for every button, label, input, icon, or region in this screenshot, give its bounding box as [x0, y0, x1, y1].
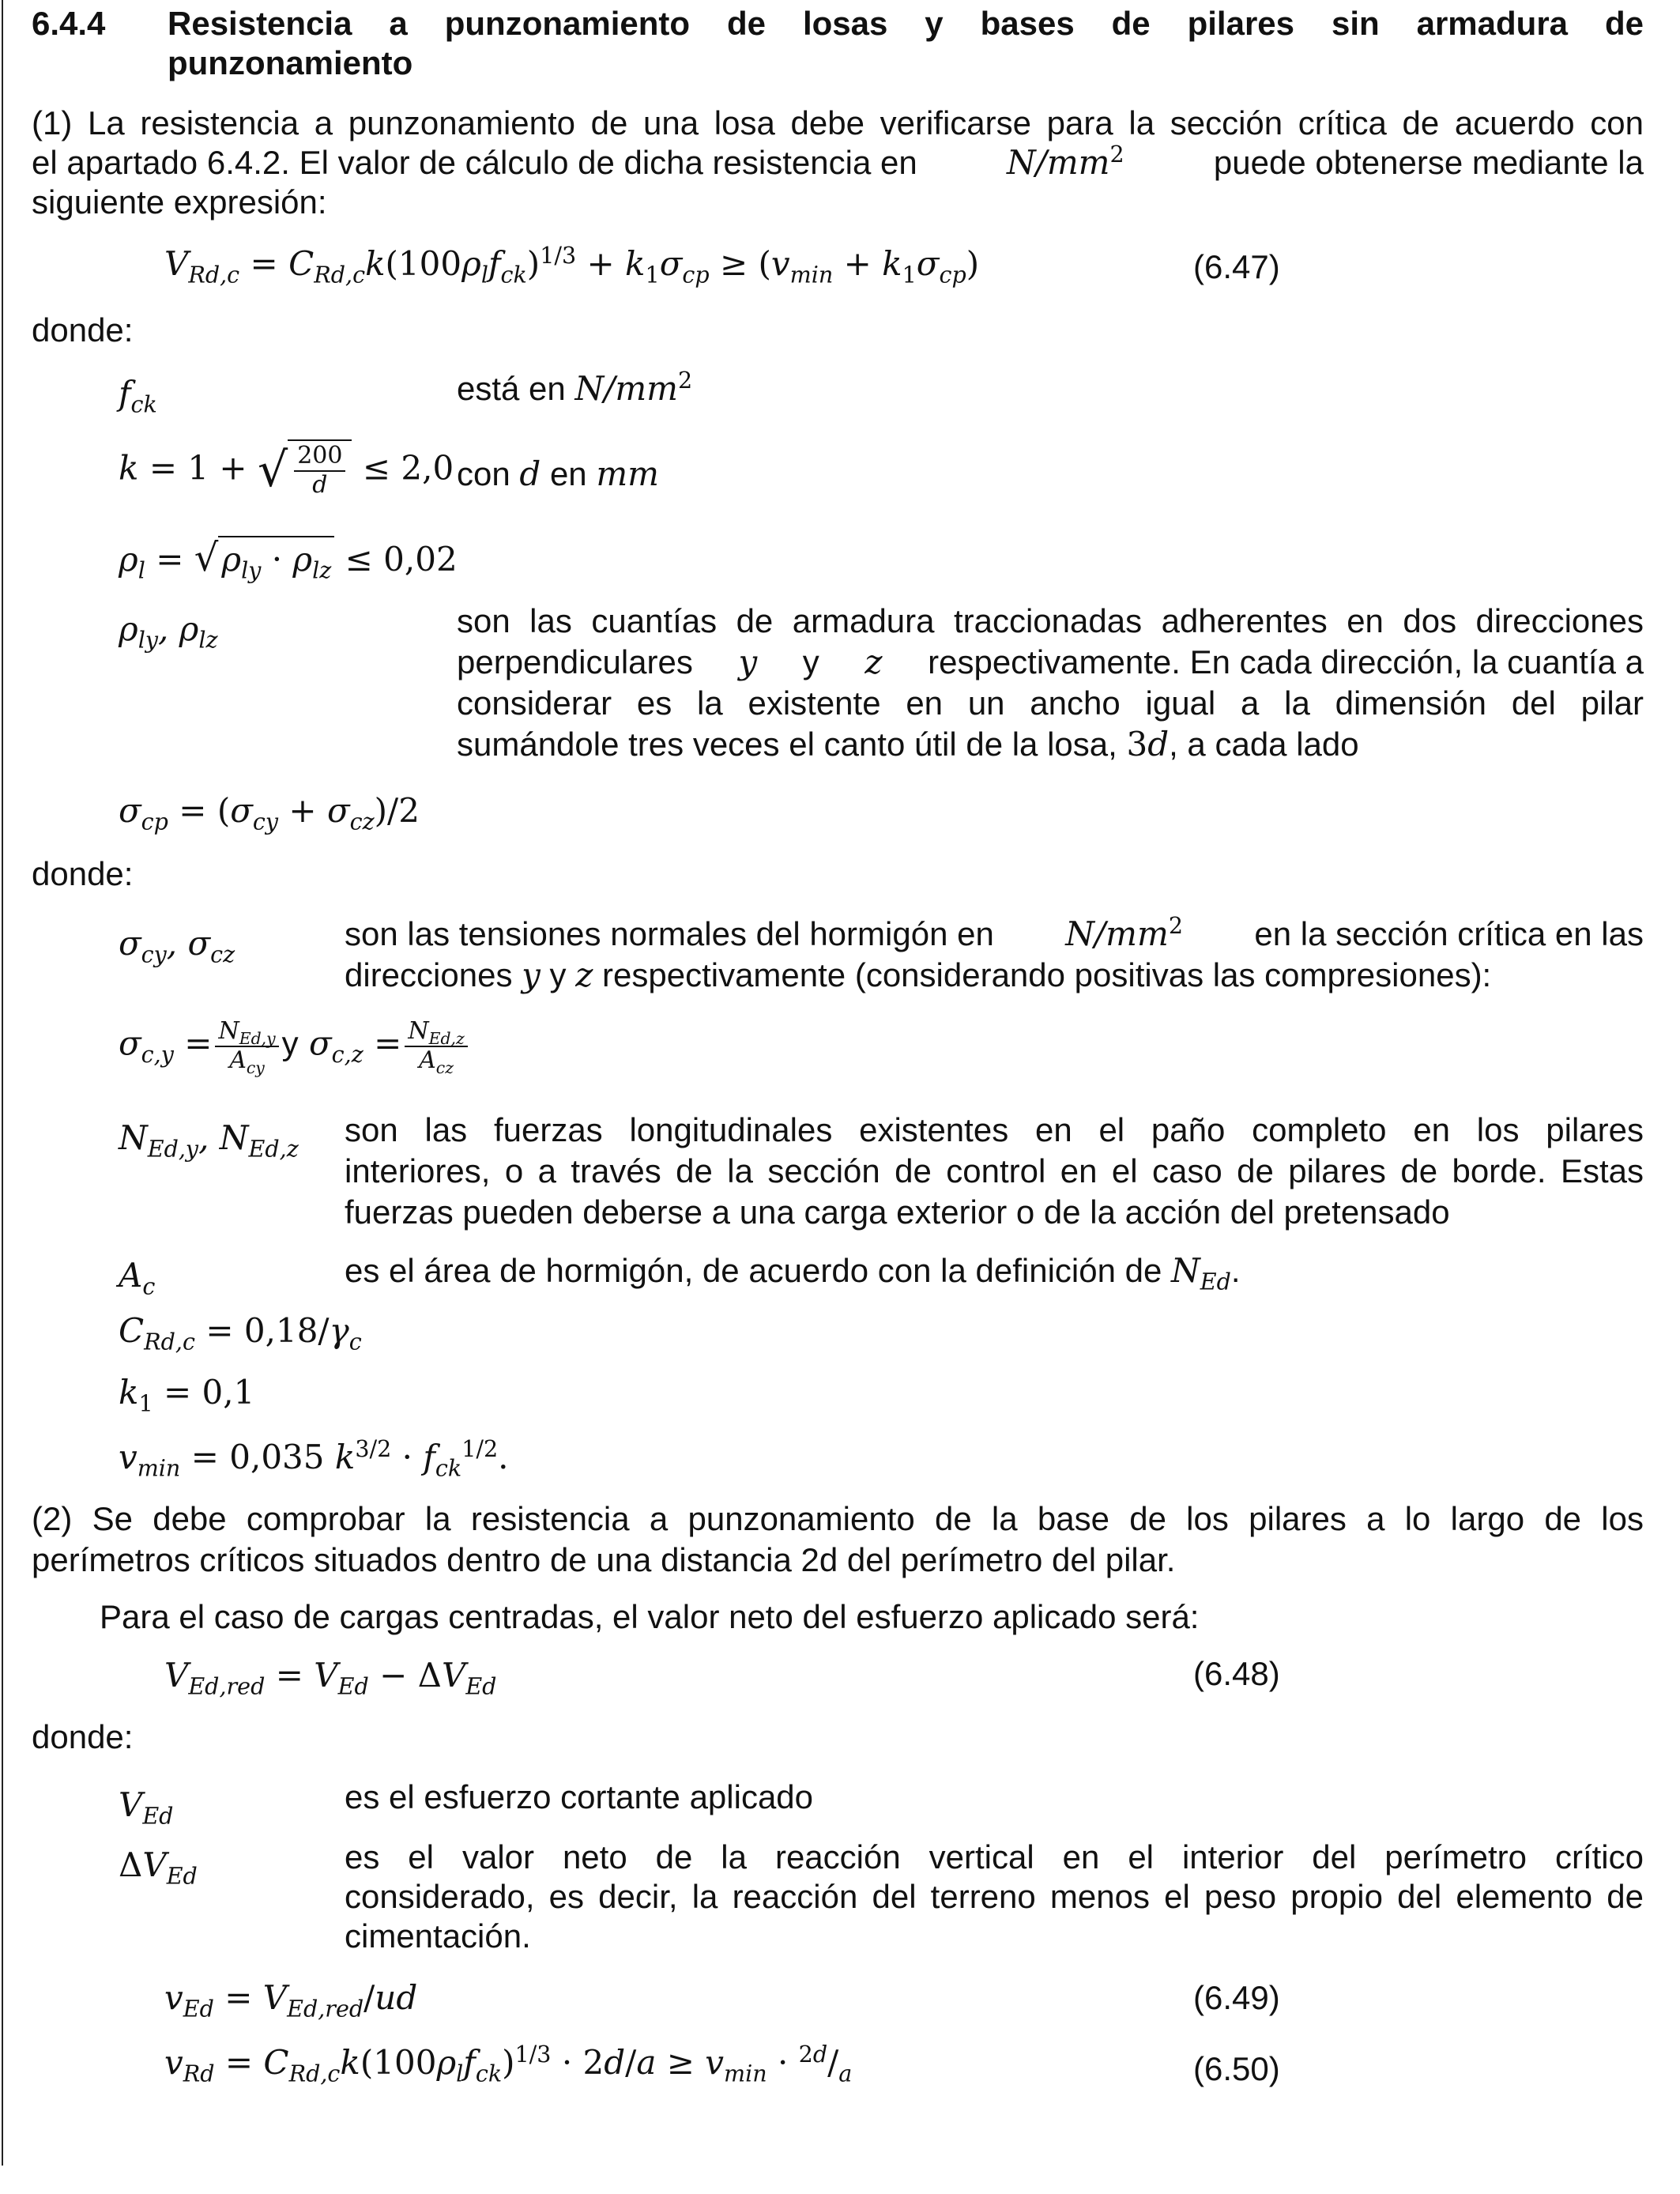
equation-6-48: $V_{Ed,red} = V_{Ed} - \Delta V_{Ed}$	[164, 1656, 497, 1700]
k-frac-numerator: 200	[294, 443, 345, 472]
sigma-desc-line1	[345, 914, 1644, 956]
equation-number-6-47: (6.47)	[1193, 248, 1280, 285]
fck-description	[457, 368, 692, 410]
symbol-ac: $A_c$	[119, 1256, 156, 1300]
equation-6-47: $V_{Rd,c} = C_{Rd,c}k(100\rho_lf_{ck})^{1/3} + k_1\sigma_{cp} \ge (v_{min} + k_1\sigma_{cp})$	[164, 242, 980, 288]
symbol-rho-ly-rho-lz: $\rho_{ly}$, $\rho_{lz}$	[119, 609, 218, 654]
rho-desc-line2-b: y	[802, 643, 819, 680]
rho-desc-line3: considerar es la existente en un ancho igual a la dimensión del pilar	[457, 684, 1644, 722]
ac-desc-text: es el área de hormigón, de acuerdo con la definición de	[345, 1252, 1162, 1289]
rho-desc-line2-c: respectivamente. En cada dirección, la cuantía a	[928, 643, 1644, 680]
k-description	[457, 454, 659, 496]
paragraph-1-line2-text-a: el apartado 6.4.2. El valor de cálculo de dicha resistencia en	[32, 144, 917, 181]
equation-number-6-48: (6.48)	[1193, 1655, 1280, 1692]
left-margin-rule	[2, 0, 3, 2166]
var-z: z	[864, 643, 883, 681]
symbol-ned-y-z: $N_{Ed,y}$, $N_{Ed,z}$	[119, 1118, 299, 1163]
rho-desc-line4	[457, 724, 1359, 766]
dved-desc-line1: es el valor neto de la reacción vertical en el interior del perímetro crítico	[345, 1838, 1644, 1875]
ac-description: es el área de hormigón, de acuerdo con la definición de $N_{Ed}$.	[345, 1251, 1241, 1295]
equation-number-6-50: (6.50)	[1193, 2050, 1280, 2087]
paragraph-2-line1: (2) Se debe comprobar la resistencia a punzonamiento de la base de los pilares a lo largo de los	[32, 1500, 1644, 1537]
formula-k: k = 1 + √ $\frac{200}{d}$ ≤ 2,0	[119, 439, 454, 500]
paragraph-2-line3: Para el caso de cargas centradas, el valor neto del esfuerzo aplicado será:	[100, 1598, 1200, 1635]
sigma-desc-line2-c: respectivamente (considerando positivas las compresiones):	[602, 956, 1492, 993]
k1-value: 0,1	[202, 1373, 255, 1412]
var-y-2: y	[522, 956, 541, 994]
paragraph-2-line2: perímetros críticos situados dentro de una distancia 2d del perímetro del pilar.	[32, 1541, 1176, 1578]
fck-unit: $N/mm^2$	[574, 367, 693, 408]
ned-desc-line3: fuerzas pueden deberse a una carga exterior o de la acción del pretensado	[345, 1193, 1450, 1231]
sigma-desc-line2-b: y	[549, 956, 567, 993]
symbol-ved: $V_{Ed}$	[119, 1785, 174, 1830]
symbol-delta-ved: $\Delta V_{Ed}$	[119, 1845, 198, 1890]
dved-desc-line2: considerado, es decir, la reacción del terreno menos el peso propio del elemento de	[345, 1878, 1644, 1915]
k-desc-con: con	[457, 455, 510, 492]
sigma-desc-line2	[345, 955, 1491, 997]
k-desc-en: en	[549, 455, 587, 492]
fck-desc-text: está en	[457, 370, 566, 407]
rho-desc-line2-a: perpendiculares	[457, 643, 693, 680]
equation-6-50: $v_{Rd} = C_{Rd,c}k(100\rho_lf_{ck})^{1/3} \cdot 2d/a \ge v_{min} \cdot ^{2d}/_a$	[164, 2041, 853, 2087]
equation-6-49: $v_{Ed} = V_{Ed,red}/ud$	[164, 1978, 418, 2022]
formula-sigma-cp: $\sigma_{cp} = (\sigma_{cy} + \sigma_{cz})/2$	[119, 791, 420, 835]
ned-desc-line2: interiores, o a través de la sección de control en el caso de pilares de borde. Estas	[345, 1152, 1644, 1189]
section-number: 6.4.4	[32, 5, 106, 42]
formula-crdc: $C_{Rd,c} = 0,18/\gamma_c$	[119, 1311, 362, 1355]
symbol-sigma-cy-cz: $\sigma_{cy}$, $\sigma_{cz}$	[119, 924, 235, 968]
donde-label-1: donde:	[32, 311, 134, 349]
paragraph-1-line2-text-b: puede obtenerse mediante la	[1213, 144, 1644, 181]
sigma-desc-line1-b: en la sección crítica en las	[1254, 915, 1644, 952]
rho-desc-line4-a: sumándole tres veces el canto útil de la losa,	[457, 726, 1117, 763]
ved-description: es el esfuerzo cortante aplicado	[345, 1778, 814, 1815]
sigma-y-connector: y	[281, 1024, 299, 1062]
ac-ned-symbol: $N_{Ed}$	[1171, 1251, 1231, 1295]
rho-desc-line4-b: , a cada lado	[1169, 726, 1359, 763]
formula-k1: $k_1 = 0,1$	[119, 1373, 255, 1417]
paragraph-1-line2	[32, 142, 1644, 184]
sigma-desc-line2-a: direcciones	[345, 956, 513, 993]
var-3d: 3d	[1126, 725, 1170, 763]
sigma-unit: $N/mm^2$	[1065, 912, 1183, 953]
symbol-fck: $f_{ck}$	[119, 374, 157, 418]
k-desc-mm: mm	[596, 454, 659, 493]
var-z-2: z	[575, 956, 593, 994]
section-title-line2: punzonamiento	[168, 44, 413, 81]
donde-label-2: donde:	[32, 855, 134, 892]
vmin-value: 0,035	[229, 1438, 325, 1476]
ned-desc-line1: son las fuerzas longitudinales existentes en el paño completo en los pilares	[345, 1111, 1644, 1148]
section-title-line1: Resistencia a punzonamiento de losas y bases de pilares sin armadura de	[168, 5, 1644, 42]
equation-number-6-49: (6.49)	[1193, 1979, 1280, 2016]
var-y: y	[738, 643, 758, 681]
formula-rho-l: $\rho_l = √\rho_{ly} \cdot \rho_{lz} \le 0,02$	[119, 536, 458, 584]
paragraph-1-line3: siguiente expresión:	[32, 183, 327, 221]
rho-desc-line2	[457, 642, 1644, 684]
formula-sigma-cy-cz: $\sigma_{c,y}$ = $\frac{N_{Ed,y}}{A_{cy}}$ y $\sigma_{c,z}$ = $\frac{N_{Ed,z}}{A_{cz}}$	[119, 1018, 471, 1074]
paragraph-1-line1: (1) La resistencia a punzonamiento de una losa debe verificarse para la sección crítica de acuerdo con	[32, 104, 1644, 141]
k-desc-d: d	[519, 454, 541, 493]
crdc-value: 0,18/	[243, 1311, 330, 1350]
unit-n-mm2: $N/mm^2$	[1006, 141, 1124, 182]
rho-desc-line1: son las cuantías de armadura traccionadas adherentes en dos direcciones	[457, 602, 1644, 639]
formula-vmin: $v_{min} = 0,035$ $k^{3/2} \cdot f_{ck}^{1/2}$.	[119, 1435, 509, 1482]
dved-desc-line3: cimentación.	[345, 1917, 531, 1955]
sigma-desc-line1-a: son las tensiones normales del hormigón en	[345, 915, 994, 952]
donde-label-3: donde:	[32, 1718, 134, 1755]
